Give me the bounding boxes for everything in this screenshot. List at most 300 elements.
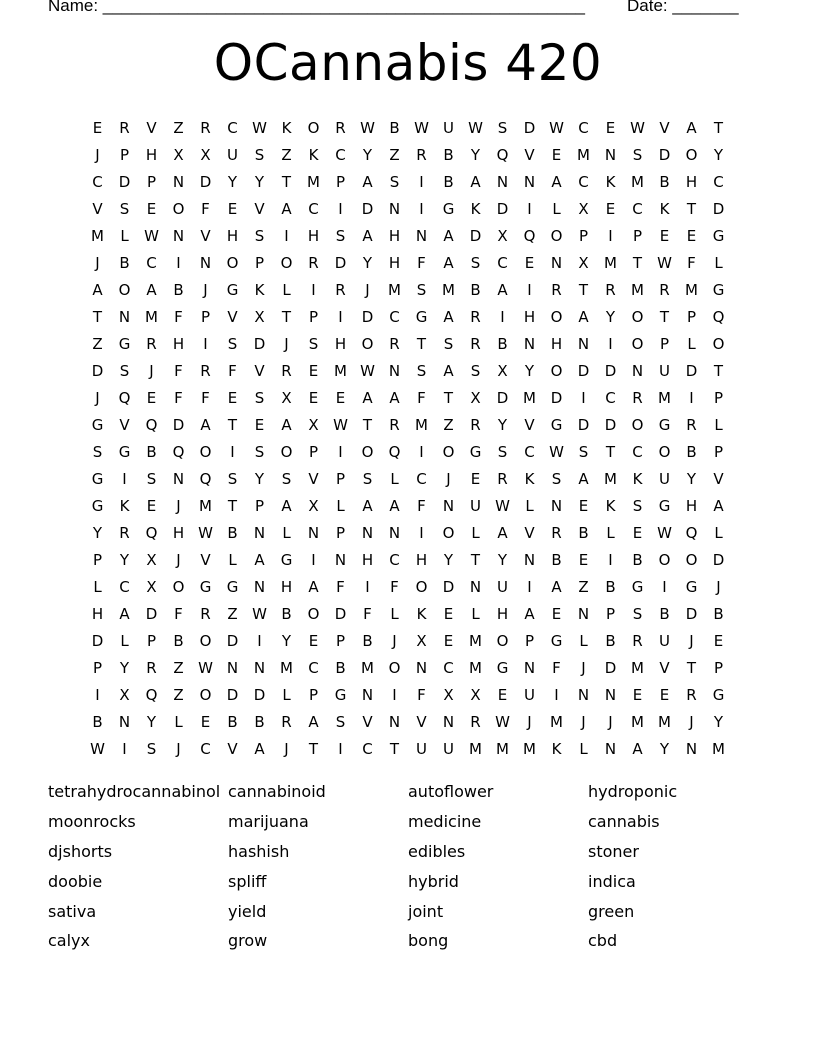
grid-letter: Y — [497, 415, 508, 434]
grid-letter: P — [146, 172, 157, 191]
grid-letter: U — [659, 469, 670, 488]
grid-letter: X — [497, 226, 508, 245]
grid-letter: A — [200, 415, 211, 434]
grid-letter: I — [122, 739, 127, 758]
grid-letter: Y — [659, 739, 670, 758]
grid-letter: P — [713, 658, 724, 677]
grid-letter: C — [146, 253, 157, 272]
grid-letter: M — [469, 631, 482, 650]
grid-letter: I — [95, 685, 100, 704]
grid-letter: L — [282, 523, 291, 542]
grid-letter: J — [608, 712, 613, 731]
grid-letter: N — [604, 685, 617, 704]
grid-letter: E — [713, 631, 724, 650]
grid-letter: W — [360, 361, 375, 380]
grid-letter: I — [122, 469, 127, 488]
grid-letter: V — [227, 739, 238, 758]
grid-letter: U — [470, 496, 481, 515]
grid-letter: I — [338, 307, 343, 326]
grid-letter: I — [284, 226, 289, 245]
grid-letter: T — [308, 739, 319, 758]
grid-letter: Y — [713, 145, 724, 164]
grid-letter: I — [311, 550, 316, 569]
grid-letter: R — [470, 334, 481, 353]
grid-letter: P — [308, 685, 319, 704]
grid-letter: G — [118, 334, 131, 353]
grid-letter: D — [226, 685, 239, 704]
grid-letter: Y — [227, 172, 238, 191]
grid-letter: D — [226, 631, 239, 650]
grid-letter: L — [471, 523, 480, 542]
grid-letter: L — [606, 523, 615, 542]
grid-letter: D — [604, 415, 617, 434]
grid-letter: O — [118, 280, 131, 299]
grid-letter: M — [523, 739, 536, 758]
grid-letter: H — [550, 334, 563, 353]
grid-letter: S — [146, 739, 157, 758]
grid-letter: C — [416, 469, 427, 488]
grid-letter: I — [230, 442, 235, 461]
grid-letter: Y — [497, 550, 508, 569]
grid-letter: E — [443, 604, 454, 623]
grid-letter: G — [685, 577, 698, 596]
grid-letter: M — [577, 145, 590, 164]
grid-letter: N — [307, 523, 320, 542]
grid-letter: H — [280, 577, 293, 596]
grid-row — [84, 438, 732, 465]
grid-letter: M — [469, 739, 482, 758]
grid-letter: M — [658, 712, 671, 731]
word-list-item: spliff — [228, 871, 267, 891]
grid-letter: V — [524, 523, 535, 542]
grid-letter: B — [659, 172, 670, 191]
grid-letter: R — [200, 604, 211, 623]
grid-letter: D — [199, 172, 212, 191]
grid-letter: E — [227, 199, 238, 218]
grid-letter: B — [281, 604, 292, 623]
grid-letter: X — [200, 145, 211, 164]
grid-letter: I — [608, 550, 613, 569]
grid-letter: J — [149, 361, 154, 380]
grid-letter: G — [91, 415, 104, 434]
grid-letter: P — [659, 334, 670, 353]
grid-letter: S — [632, 496, 643, 515]
grid-letter: S — [308, 334, 319, 353]
grid-letter: I — [392, 685, 397, 704]
grid-letter: V — [119, 415, 130, 434]
grid-letter: N — [172, 172, 185, 191]
grid-letter: B — [713, 604, 724, 623]
grid-letter: B — [173, 280, 184, 299]
grid-letter: X — [578, 199, 589, 218]
grid-letter: C — [362, 739, 373, 758]
grid-letter: C — [713, 172, 724, 191]
grid-letter: I — [419, 199, 424, 218]
grid-letter: V — [659, 118, 670, 137]
grid-row — [84, 492, 732, 519]
grid-letter: B — [578, 523, 589, 542]
grid-letter: R — [146, 334, 157, 353]
grid-letter: Z — [281, 145, 292, 164]
grid-letter: Q — [118, 388, 131, 407]
grid-letter: C — [497, 253, 508, 272]
grid-letter: O — [172, 199, 185, 218]
word-list-item: tetrahydrocannabinol — [48, 782, 221, 802]
grid-letter: A — [362, 388, 373, 407]
grid-letter: A — [497, 523, 508, 542]
grid-letter: D — [172, 415, 185, 434]
grid-letter: Q — [145, 685, 158, 704]
grid-letter: G — [280, 550, 293, 569]
grid-letter: F — [174, 361, 183, 380]
grid-letter: U — [659, 361, 670, 380]
grid-letter: B — [173, 631, 184, 650]
grid-letter: J — [446, 469, 451, 488]
grid-letter: G — [496, 658, 509, 677]
grid-letter: F — [336, 577, 345, 596]
grid-letter: T — [578, 280, 589, 299]
grid-letter: S — [416, 361, 427, 380]
grid-letter: T — [470, 550, 481, 569]
grid-letter: O — [550, 361, 563, 380]
grid-letter: W — [495, 496, 510, 515]
grid-letter: O — [685, 145, 698, 164]
grid-letter: D — [496, 199, 509, 218]
grid-letter: F — [174, 388, 183, 407]
grid-letter: J — [176, 739, 181, 758]
grid-letter: N — [415, 658, 428, 677]
grid-letter: K — [470, 199, 481, 218]
grid-letter: Q — [496, 145, 509, 164]
grid-letter: I — [527, 577, 532, 596]
grid-letter: K — [416, 604, 427, 623]
grid-letter: A — [254, 739, 265, 758]
word-list-item: marijuana — [228, 812, 309, 832]
word-list-item: green — [588, 901, 635, 921]
grid-letter: B — [227, 523, 238, 542]
grid-letter: S — [254, 226, 265, 245]
grid-letter: S — [227, 469, 238, 488]
grid-letter: A — [308, 712, 319, 731]
grid-letter: M — [604, 469, 617, 488]
grid-letter: P — [335, 469, 346, 488]
grid-letter: J — [716, 577, 721, 596]
grid-letter: R — [632, 631, 643, 650]
grid-letter: P — [335, 631, 346, 650]
grid-letter: R — [551, 280, 562, 299]
grid-letter: M — [280, 658, 293, 677]
grid-letter: L — [174, 712, 183, 731]
grid-letter: S — [254, 145, 265, 164]
grid-letter: C — [200, 739, 211, 758]
grid-letter: O — [226, 253, 239, 272]
word-list-item: moonrocks — [48, 812, 136, 832]
grid-letter: O — [199, 631, 212, 650]
grid-letter: A — [713, 496, 724, 515]
grid-letter: S — [443, 334, 454, 353]
grid-row — [84, 384, 732, 411]
grid-letter: O — [685, 550, 698, 569]
grid-letter: J — [176, 550, 181, 569]
grid-row — [84, 114, 732, 141]
grid-letter: J — [689, 712, 694, 731]
grid-letter: R — [389, 415, 400, 434]
grid-letter: G — [712, 685, 725, 704]
grid-letter: U — [497, 577, 508, 596]
grid-letter: Y — [92, 523, 103, 542]
grid-letter: D — [658, 145, 671, 164]
word-list-item: hydroponic — [588, 782, 678, 802]
grid-letter: Z — [578, 577, 589, 596]
grid-letter: S — [497, 442, 508, 461]
grid-letter: L — [579, 631, 588, 650]
grid-letter: R — [605, 280, 616, 299]
grid-letter: R — [200, 361, 211, 380]
grid-letter: A — [443, 307, 454, 326]
grid-letter: C — [443, 658, 454, 677]
grid-letter: H — [523, 307, 536, 326]
grid-letter: P — [605, 604, 616, 623]
grid-letter: I — [689, 388, 694, 407]
grid-letter: E — [551, 145, 562, 164]
grid-row — [84, 546, 732, 573]
grid-letter: A — [119, 604, 130, 623]
grid-row — [84, 303, 732, 330]
grid-letter: A — [281, 496, 292, 515]
grid-letter: P — [335, 523, 346, 542]
grid-letter: R — [416, 145, 427, 164]
grid-letter: L — [714, 253, 723, 272]
grid-letter: T — [605, 442, 616, 461]
grid-letter: K — [119, 496, 130, 515]
grid-letter: L — [687, 334, 696, 353]
grid-letter: R — [686, 685, 697, 704]
date-field-label: Date: _______ — [627, 0, 739, 15]
grid-letter: E — [605, 199, 616, 218]
grid-letter: B — [686, 442, 697, 461]
grid-letter: N — [388, 712, 401, 731]
word-list-item: sativa — [48, 901, 97, 921]
grid-letter: J — [284, 334, 289, 353]
header — [48, 0, 748, 18]
grid-letter: G — [712, 280, 725, 299]
grid-letter: D — [685, 604, 698, 623]
grid-letter: K — [308, 145, 319, 164]
grid-letter: P — [632, 226, 643, 245]
grid-letter: N — [523, 334, 536, 353]
grid-letter: M — [415, 415, 428, 434]
grid-letter: J — [581, 712, 586, 731]
grid-letter: I — [500, 307, 505, 326]
grid-letter: M — [361, 658, 374, 677]
grid-letter: K — [551, 739, 562, 758]
grid-letter: V — [659, 658, 670, 677]
grid-letter: J — [527, 712, 532, 731]
grid-letter: A — [362, 496, 373, 515]
grid-letter: E — [578, 496, 589, 515]
word-list-item: cbd — [588, 931, 618, 951]
grid-letter: Q — [685, 523, 698, 542]
grid-letter: P — [92, 658, 103, 677]
grid-letter: J — [689, 631, 694, 650]
grid-letter: D — [361, 307, 374, 326]
grid-letter: L — [579, 739, 588, 758]
grid-letter: U — [524, 685, 535, 704]
grid-letter: Y — [362, 253, 373, 272]
grid-letter: T — [713, 118, 724, 137]
grid-letter: P — [524, 631, 535, 650]
grid-letter: F — [687, 253, 696, 272]
grid-letter: W — [549, 118, 564, 137]
grid-letter: T — [686, 199, 697, 218]
grid-row — [84, 681, 732, 708]
grid-letter: X — [119, 685, 130, 704]
grid-letter: L — [282, 685, 291, 704]
grid-letter: T — [659, 307, 670, 326]
grid-letter: L — [471, 604, 480, 623]
grid-letter: A — [146, 280, 157, 299]
grid-letter: N — [442, 712, 455, 731]
grid-letter: T — [389, 739, 400, 758]
grid-letter: O — [307, 118, 320, 137]
grid-letter: M — [523, 388, 536, 407]
grid-letter: N — [577, 685, 590, 704]
grid-letter: X — [146, 577, 157, 596]
grid-letter: H — [388, 226, 401, 245]
grid-letter: N — [361, 685, 374, 704]
grid-letter: W — [144, 226, 159, 245]
grid-row — [84, 141, 732, 168]
grid-letter: D — [577, 361, 590, 380]
grid-letter: N — [172, 226, 185, 245]
grid-letter: D — [577, 415, 590, 434]
grid-letter: O — [172, 577, 185, 596]
grid-letter: E — [146, 388, 157, 407]
grid-letter: S — [578, 442, 589, 461]
grid-letter: J — [95, 145, 100, 164]
grid-letter: F — [552, 658, 561, 677]
grid-letter: Y — [713, 712, 724, 731]
grid-letter: S — [497, 118, 508, 137]
grid-letter: L — [525, 496, 534, 515]
grid-letter: D — [523, 118, 536, 137]
grid-letter: B — [254, 712, 265, 731]
grid-letter: T — [443, 388, 454, 407]
grid-letter: O — [658, 550, 671, 569]
grid-letter: R — [119, 118, 130, 137]
grid-letter: H — [685, 172, 698, 191]
grid-letter: H — [388, 253, 401, 272]
grid-letter: G — [550, 631, 563, 650]
grid-letter: R — [659, 280, 670, 299]
grid-letter: K — [281, 118, 292, 137]
grid-letter: B — [443, 145, 454, 164]
grid-letter: N — [577, 604, 590, 623]
grid-letter: P — [92, 550, 103, 569]
grid-letter: A — [362, 226, 373, 245]
grid-letter: F — [417, 253, 426, 272]
grid-letter: B — [443, 172, 454, 191]
grid-letter: E — [605, 118, 616, 137]
grid-letter: P — [308, 307, 319, 326]
grid-letter: A — [497, 280, 508, 299]
grid-letter: M — [658, 388, 671, 407]
grid-letter: A — [686, 118, 697, 137]
grid-letter: H — [145, 145, 158, 164]
grid-letter: H — [496, 604, 509, 623]
grid-letter: D — [496, 388, 509, 407]
grid-letter: D — [604, 361, 617, 380]
grid-letter: Y — [254, 469, 265, 488]
grid-letter: R — [335, 280, 346, 299]
grid-letter: W — [198, 658, 213, 677]
grid-letter: D — [145, 604, 158, 623]
grid-letter: D — [334, 253, 347, 272]
grid-letter: H — [334, 334, 347, 353]
grid-letter: G — [442, 199, 455, 218]
grid-letter: G — [469, 442, 482, 461]
grid-letter: R — [200, 118, 211, 137]
grid-letter: N — [550, 496, 563, 515]
grid-letter: E — [254, 415, 265, 434]
grid-letter: B — [227, 712, 238, 731]
grid-letter: P — [254, 253, 265, 272]
grid-letter: X — [308, 415, 319, 434]
grid-letter: M — [91, 226, 104, 245]
grid-letter: N — [496, 172, 509, 191]
grid-letter: O — [415, 577, 428, 596]
grid-letter: X — [470, 388, 481, 407]
grid-letter: X — [578, 253, 589, 272]
grid-letter: J — [176, 496, 181, 515]
grid-letter: E — [551, 604, 562, 623]
grid-letter: A — [281, 199, 292, 218]
grid-letter: J — [95, 253, 100, 272]
grid-letter: L — [93, 577, 102, 596]
grid-letter: M — [631, 172, 644, 191]
grid-letter: R — [470, 307, 481, 326]
grid-letter: A — [254, 550, 265, 569]
grid-letter: T — [227, 415, 238, 434]
grid-letter: O — [550, 226, 563, 245]
grid-letter: O — [199, 685, 212, 704]
grid-letter: I — [527, 199, 532, 218]
grid-letter: S — [551, 469, 562, 488]
grid-letter: I — [257, 631, 262, 650]
grid-letter: M — [631, 658, 644, 677]
grid-row — [84, 249, 732, 276]
grid-letter: H — [91, 604, 104, 623]
grid-letter: N — [361, 523, 374, 542]
word-list-item: yield — [228, 901, 267, 921]
grid-letter: W — [657, 253, 672, 272]
grid-letter: W — [360, 118, 375, 137]
grid-letter: V — [254, 199, 265, 218]
grid-letter: I — [554, 685, 559, 704]
grid-letter: B — [146, 442, 157, 461]
grid-letter: L — [120, 226, 129, 245]
grid-letter: S — [146, 469, 157, 488]
grid-letter: I — [365, 577, 370, 596]
grid-letter: N — [604, 739, 617, 758]
grid-letter: V — [524, 145, 535, 164]
grid-letter: O — [280, 442, 293, 461]
grid-letter: N — [523, 550, 536, 569]
grid-letter: D — [253, 334, 266, 353]
grid-letter: E — [578, 550, 589, 569]
grid-letter: N — [415, 226, 428, 245]
grid-row — [84, 708, 732, 735]
